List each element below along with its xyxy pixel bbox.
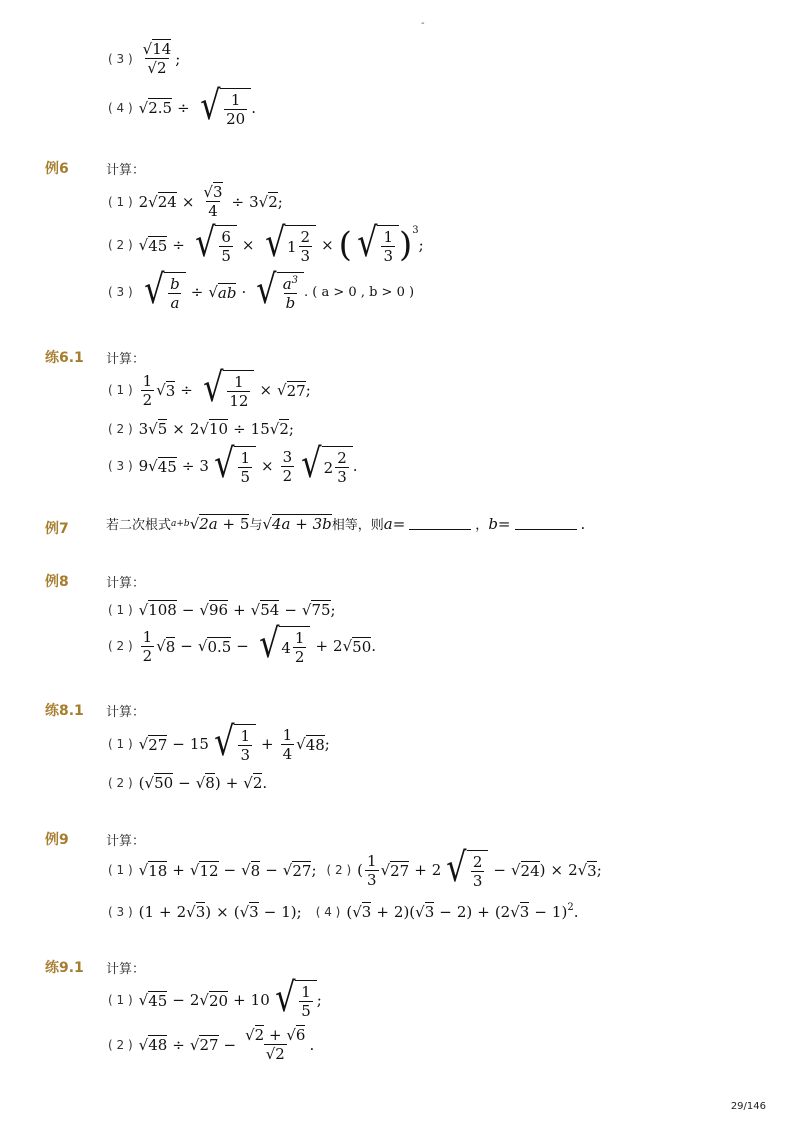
practice-6-1-item-3: ( 3 ) 9√ 45 ÷ 3 √ $\frac{1}{5}$ × $\frac{3}{2}$ √ 2 $\frac{2}{3}$ .: [108, 441, 358, 487]
practice-6-1-intro: 计算：: [106, 352, 146, 367]
practice-9-1-item-2: ( 2 ) √ 48 ÷ √ 27 − $\frac{√2 + √6}{√2}$ .: [108, 1026, 315, 1063]
example-6-item-3: ( 3 ) √ $\frac{b}{a}$ ÷ √ ab · √ $\frac{a^3}{b}$ . ( a > 0 , b > 0 ): [108, 267, 415, 313]
practice-8-1-item-1: ( 1 ) √ 27 − 15 √ $\frac{1}{3}$ + $\frac{1}{4}$ √ 48 ;: [108, 719, 330, 765]
practice-9-1-intro: 计算：: [106, 962, 146, 977]
example-6-item-1: ( 1 ) 2√ 24 × $\frac{√3}{4}$ ÷ 3√ 2 ;: [108, 183, 283, 220]
example-6-item-2: ( 2 ) √ 45 ÷ √ $\frac{6}{5}$ × √ 1 $\frac{2}{3}$ × ( √ $\frac{1}{3}$ ) 3 ;: [108, 220, 424, 266]
page-number: 29/146: [730, 1101, 766, 1112]
example-7-text: 若二次根式 a+b √ 2a + 5 与 √ 4a + 3b 相等，则 a = ， b = .: [106, 514, 586, 533]
example-8-label: 例8: [45, 574, 69, 590]
example-8-item-1: ( 1 ) √ 108 − √ 96 + √ 54 − √ 75 ;: [108, 600, 336, 619]
practice-8-1-item-2: ( 2 ) (√ 50 − √ 8 ) + √ 2 .: [108, 773, 268, 792]
top-mark: -: [421, 18, 425, 29]
example-8-item-2: ( 2 ) $\frac{1}{2}$ √ 8 − √ 0.5 − √ 4 $\frac{1}{2}$ + 2√ 50 .: [108, 621, 377, 667]
example-9-intro: 计算：: [106, 834, 146, 849]
example-7-label: 例7: [45, 521, 69, 537]
practice-8-1-label: 练8.1: [45, 703, 84, 719]
prev-item-3: ( 3 ) $\frac{√14}{√2}$ ;: [108, 40, 181, 77]
prev-item-4: ( 4 ) √2.5 ÷ √ $\frac{1}{20}$ .: [108, 83, 257, 129]
example-6-label: 例6: [45, 161, 69, 177]
practice-9-1-item-1: ( 1 ) √ 45 − 2√ 20 + 10 √ $\frac{1}{5}$ ;: [108, 975, 322, 1021]
practice-6-1-item-1: ( 1 ) $\frac{1}{2}$ √ 3 ÷ √ $\frac{1}{12}$ × √ 27 ;: [108, 365, 311, 411]
example-9-row-2: ( 3 ) (1 + 2√ 3 ) × (√ 3 − 1); ( 4 ) (√ 3 + 2)(√ 3 − 2) + (2√ 3 − 1) 2 .: [108, 902, 579, 921]
answer-blank-a[interactable]: [409, 517, 471, 530]
practice-8-1-intro: 计算：: [106, 705, 146, 720]
example-9-label: 例9: [45, 832, 69, 848]
answer-blank-b[interactable]: [515, 517, 577, 530]
practice-9-1-label: 练9.1: [45, 960, 84, 976]
practice-6-1-item-2: ( 2 ) 3√ 5 × 2√ 10 ÷ 15√ 2 ;: [108, 419, 294, 438]
example-9-row-1: ( 1 ) √ 18 + √ 12 − √ 8 − √ 27 ; ( 2 ) ( $\frac{1}{3}$ √ 27 + 2 √ $\frac{2}{3}$ − √ 24 ) × 2√ 3 ;: [108, 845, 602, 891]
example-6-intro: 计算：: [106, 163, 146, 178]
practice-6-1-label: 练6.1: [45, 350, 84, 366]
example-8-intro: 计算：: [106, 576, 146, 591]
